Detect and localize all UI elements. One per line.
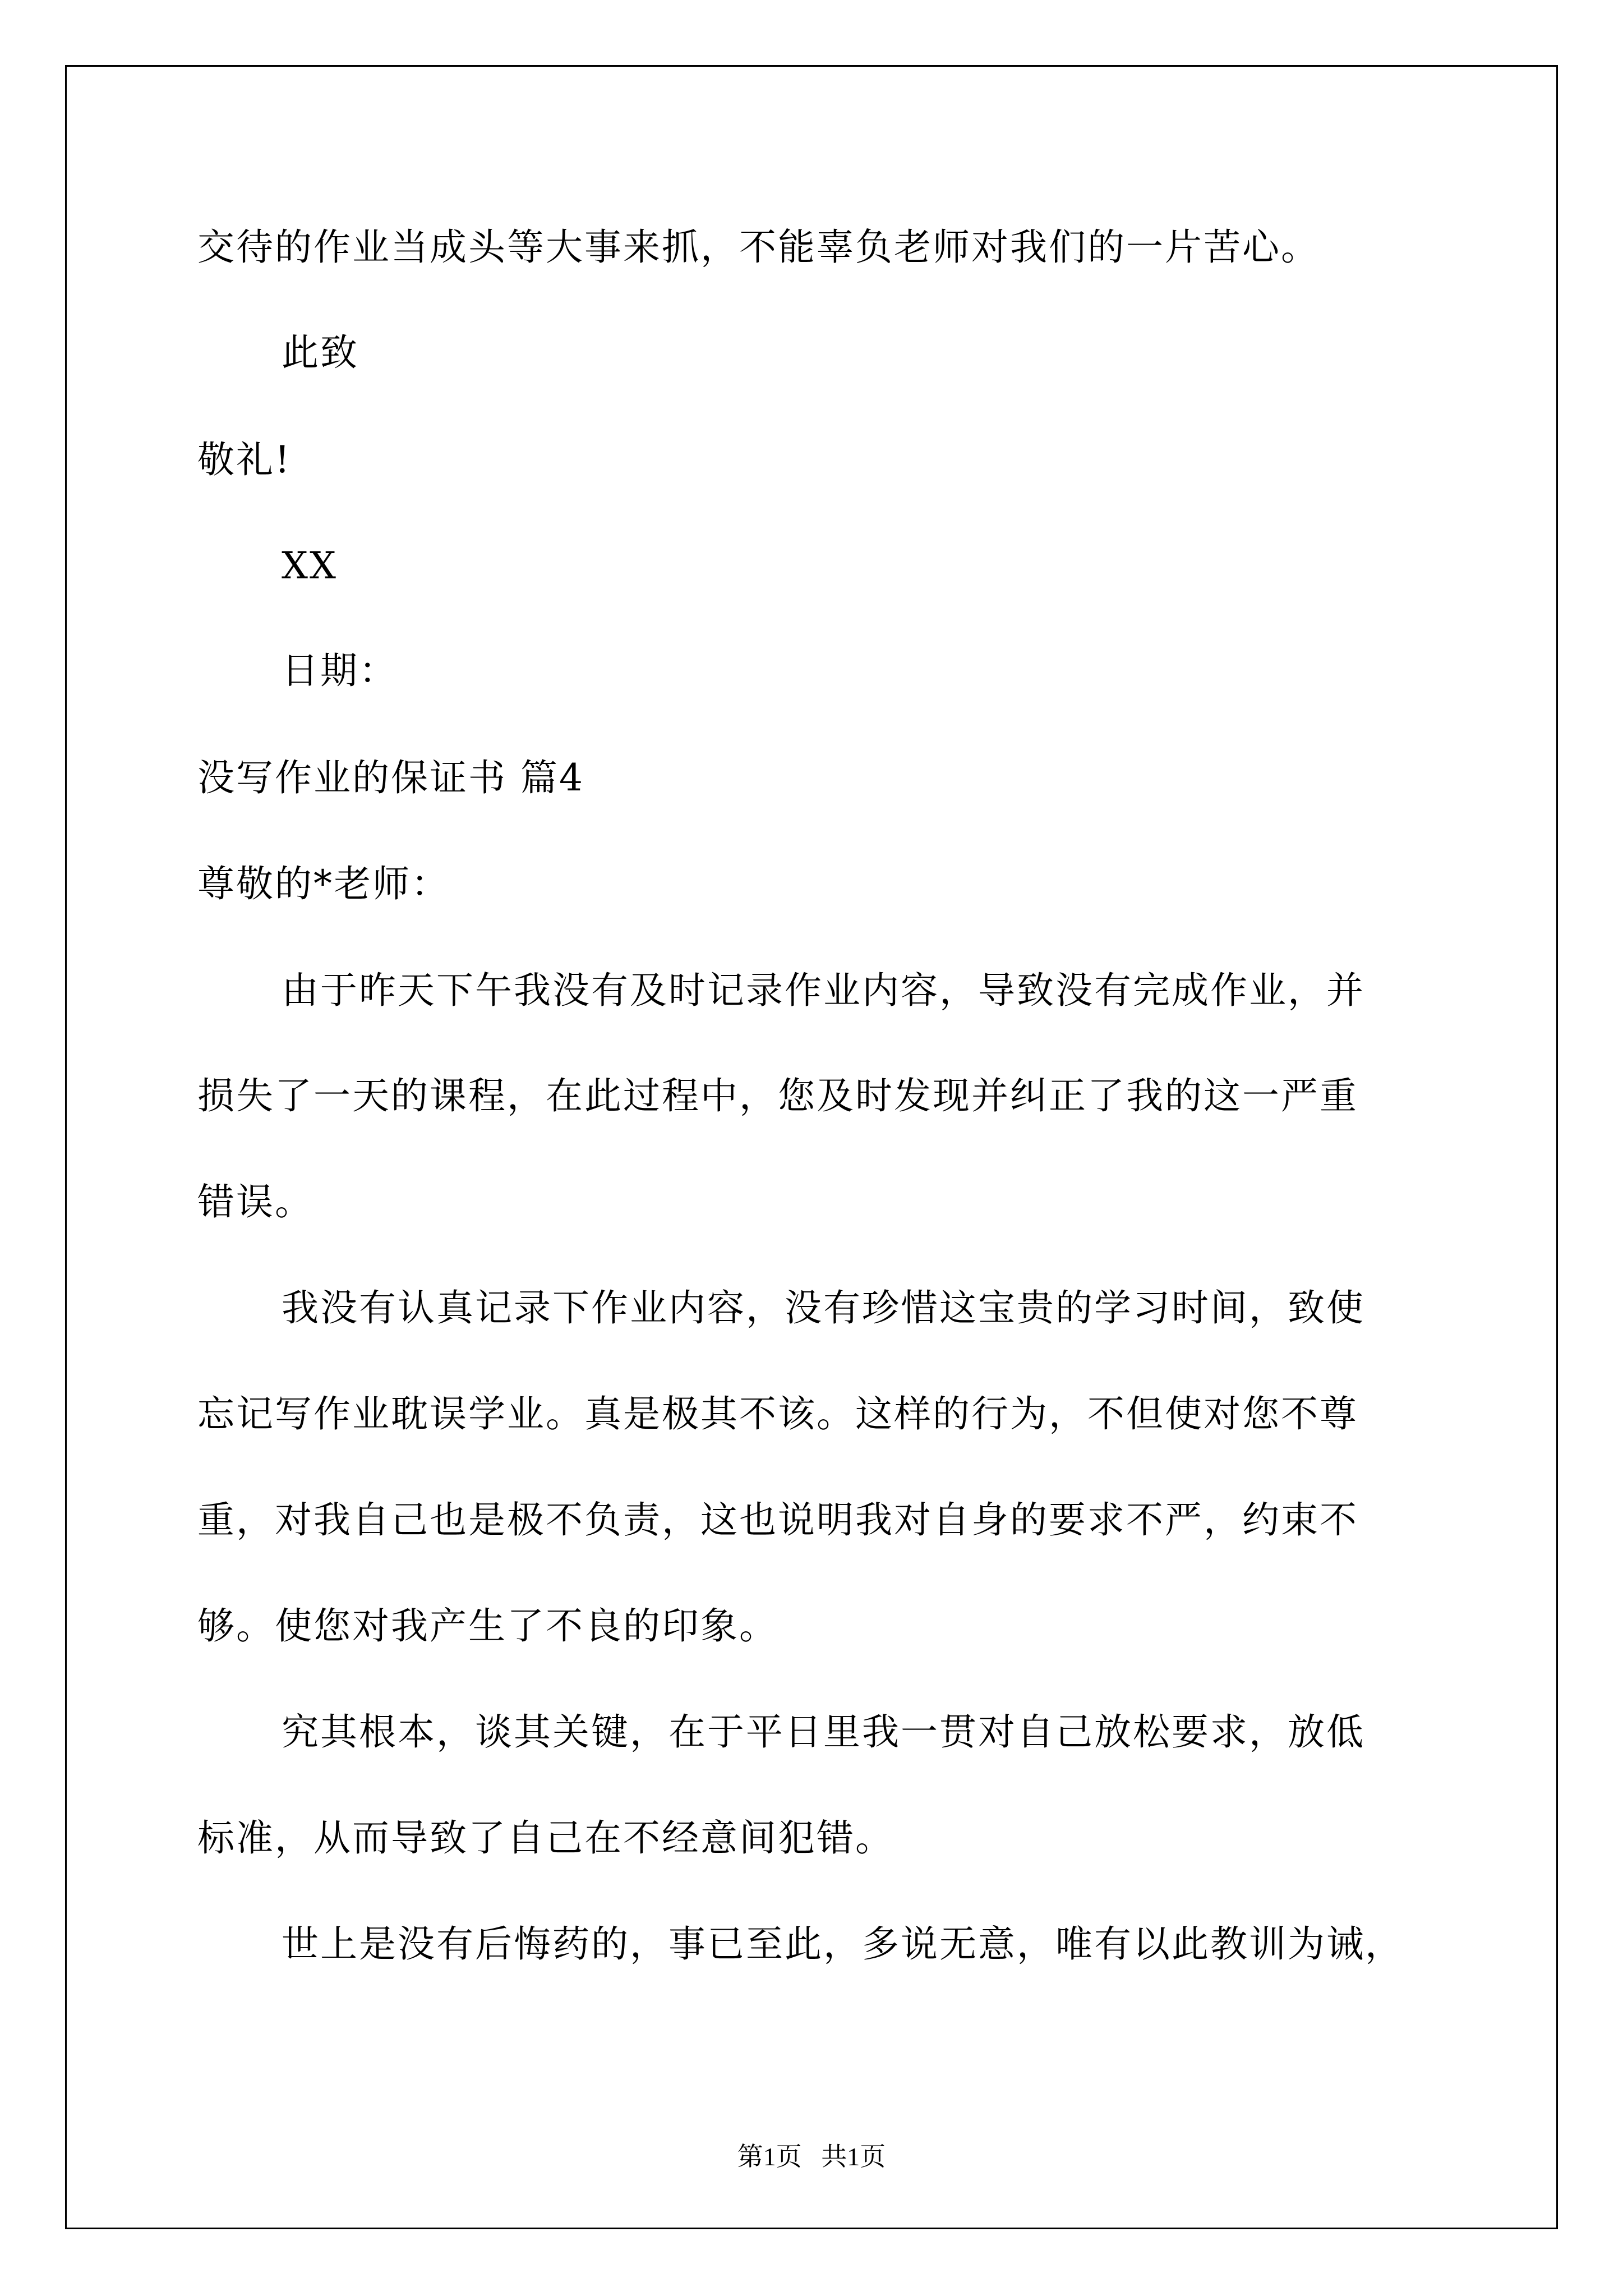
body-text-line: 错误。 — [197, 1180, 313, 1223]
body-text-line: 究其根本，谈其关键，在于平日里我一贯对自己放松要求，放低 — [282, 1710, 1365, 1754]
body-text-line: 交待的作业当成头等大事来抓，不能辜负老师对我们的一片苦心。 — [197, 226, 1320, 269]
body-text-line: 我没有认真记录下作业内容，没有珍惜这宝贵的学习时间，致使 — [282, 1286, 1365, 1329]
body-text-line: 损失了一天的课程，在此过程中，您及时发现并纠正了我的这一严重 — [197, 1074, 1358, 1117]
date-label: 日期： — [282, 649, 398, 692]
body-text-line: 够。使您对我产生了不良的印象。 — [197, 1604, 778, 1648]
body-text-line: 标准，从而导致了自己在不经意间犯错。 — [197, 1816, 894, 1860]
greeting: 尊敬的*老师： — [197, 862, 450, 905]
body-text-line: 忘记写作业耽误学业。真是极其不该。这样的行为，不但使对您不尊 — [197, 1392, 1358, 1435]
page-footer: 第1页 共1页 — [737, 2142, 886, 2171]
body-text-line: 世上是没有后悔药的，事已至此，多说无意，唯有以此教训为诫， — [282, 1922, 1404, 1966]
body-text-line: 由于昨天下午我没有及时记录作业内容，导致没有完成作业，并 — [282, 969, 1365, 1012]
closing-salutation: 此致 — [282, 331, 359, 374]
signature-name: XX — [282, 544, 338, 587]
closing-regards: 敬礼! — [197, 438, 292, 481]
body-text-line: 重，对我自己也是极不负责，这也说明我对自身的要求不严，约束不 — [197, 1498, 1358, 1542]
page-border — [65, 65, 1558, 2229]
section-title: 没写作业的保证书 篇4 — [197, 756, 584, 799]
